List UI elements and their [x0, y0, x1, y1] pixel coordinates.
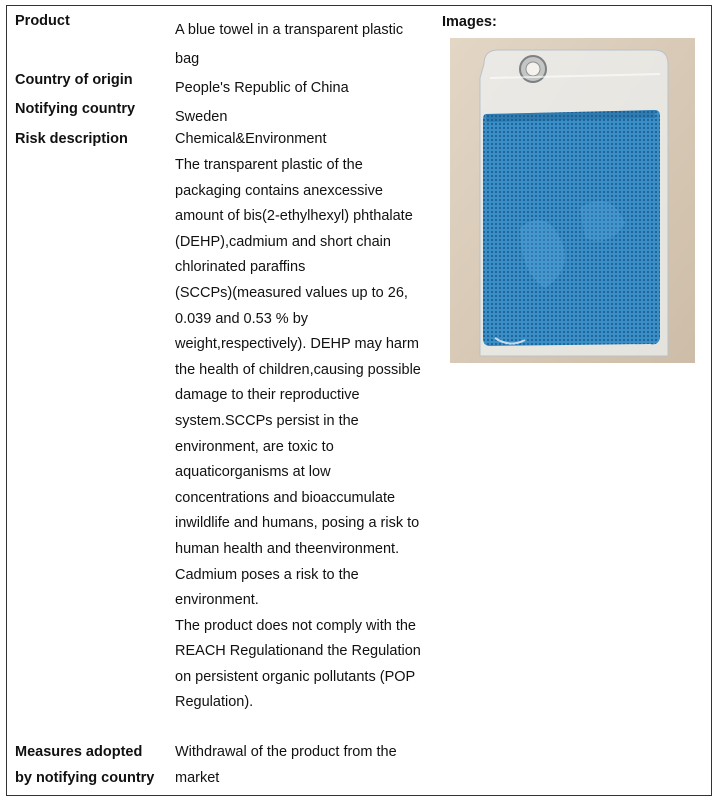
- risk-line: aquaticorganisms at low: [175, 464, 331, 481]
- risk-line: REACH Regulationand the Regulation: [175, 643, 421, 660]
- value-risk-category: Chemical&Environment: [175, 131, 327, 147]
- risk-line: environment.: [175, 592, 259, 609]
- label-risk-description: Risk description: [15, 131, 128, 147]
- value-measures-line2: market: [175, 770, 220, 786]
- risk-line: damage to their reproductive: [175, 387, 360, 404]
- risk-line: human health and theenvironment.: [175, 540, 400, 557]
- risk-line: concentrations and bioaccumulate: [175, 489, 396, 506]
- risk-line: The transparent plastic of the: [175, 157, 363, 173]
- label-product: Product: [15, 13, 70, 29]
- risk-line: environment, are toxic to: [175, 438, 334, 455]
- value-measures-line1: Withdrawal of the product from the: [175, 744, 397, 760]
- risk-line: 0.039 and 0.53 % by: [175, 310, 309, 327]
- value-country-of-origin: People's Republic of China: [175, 80, 349, 96]
- label-measures-line2: by notifying country: [15, 770, 155, 786]
- risk-line: amount of bis(2-ethylhexyl) phthalate: [175, 208, 413, 225]
- risk-line: chlorinated paraffins: [175, 259, 306, 276]
- risk-line: (SCCPs)(measured values up to 26,: [175, 284, 408, 301]
- risk-line: weight,respectively). DEHP may harm: [175, 336, 419, 353]
- risk-line: packaging contains anexcessive: [175, 182, 383, 199]
- risk-line: The product does not comply with the: [175, 617, 416, 634]
- risk-line: Cadmium poses a risk to the: [175, 566, 359, 583]
- value-product-line2: bag: [175, 51, 200, 67]
- label-notifying-country: Notifying country: [15, 101, 136, 117]
- value-notifying-country: Sweden: [175, 109, 228, 125]
- risk-line: inwildlife and humans, posing a risk to: [175, 515, 420, 532]
- label-country-of-origin: Country of origin: [15, 72, 133, 88]
- risk-line: on persistent organic pollutants (POP: [175, 668, 416, 685]
- risk-line: Regulation).: [175, 694, 254, 711]
- risk-description-text: [175, 153, 430, 716]
- images-label: Images:: [442, 14, 497, 30]
- risk-line: the health of children,causing possible: [175, 361, 421, 378]
- risk-line: (DEHP),cadmium and short chain: [175, 233, 391, 250]
- label-measures-line1: Measures adopted: [15, 744, 143, 760]
- product-photo: [450, 38, 695, 363]
- towel: [483, 110, 660, 346]
- risk-line: system.SCCPs persist in the: [175, 412, 359, 429]
- value-product-line1: A blue towel in a transparent plastic: [175, 22, 404, 38]
